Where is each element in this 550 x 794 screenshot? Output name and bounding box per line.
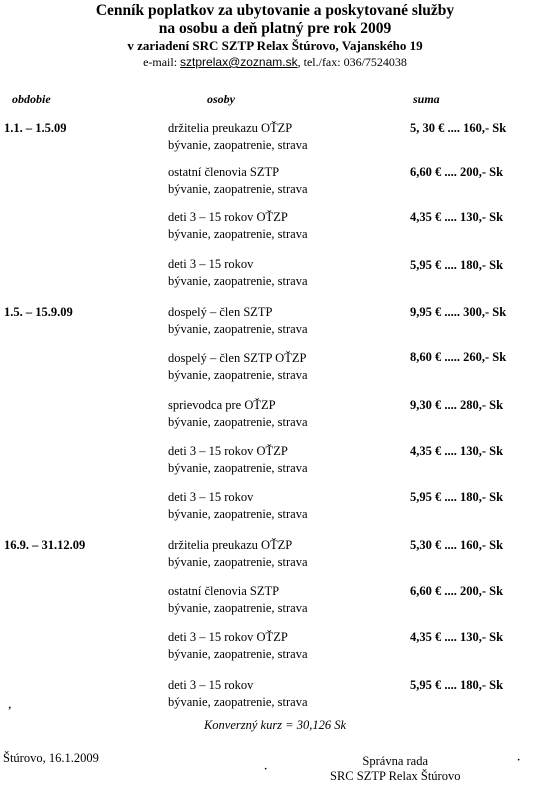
person-category: deti 3 – 15 rokov: [168, 678, 254, 692]
services-included: bývanie, zaopatrenie, strava: [168, 227, 308, 241]
period-label: 1.1. – 1.5.09: [4, 121, 67, 135]
facility-address: v zariadení SRC SZTP Relax Štúrovo, Vajanského 19: [127, 38, 423, 53]
signature-block: [330, 754, 460, 784]
price-value: 6,60 € .... 200,- Sk: [410, 584, 504, 598]
column-header-sum: suma: [413, 92, 440, 106]
period-label: 1.5. – 15.9.09: [4, 305, 73, 319]
services-included: bývanie, zaopatrenie, strava: [168, 461, 308, 475]
period-label: 16.9. – 31.12.09: [4, 538, 86, 552]
services-included: bývanie, zaopatrenie, strava: [168, 368, 308, 382]
price-value: 5,95 € .... 180,- Sk: [410, 678, 504, 692]
phone-text: , tel./fax: 036/7524038: [297, 55, 407, 69]
price-row-persons: [168, 209, 308, 243]
price-value: 9,30 € .... 280,- Sk: [410, 398, 504, 412]
price-row-persons: [168, 677, 308, 711]
services-included: bývanie, zaopatrenie, strava: [168, 415, 308, 429]
place-and-date: Štúrovo, 16.1.2009: [3, 751, 99, 765]
services-included: bývanie, zaopatrenie, strava: [168, 182, 308, 196]
person-category: ostatní členovia SZTP: [168, 584, 280, 598]
price-row-persons: [168, 443, 308, 477]
contact-line: [0, 54, 550, 70]
person-category: ostatní členovia SZTP: [168, 165, 280, 179]
price-value: 5,95 € .... 180,- Sk: [410, 490, 504, 504]
person-category: deti 3 – 15 rokov OŤZP: [168, 210, 288, 224]
price-row-persons: [168, 629, 308, 663]
price-value: 4,35 € .... 130,- Sk: [410, 630, 504, 644]
price-value: 4,35 € .... 130,- Sk: [410, 210, 504, 224]
person-category: držitelia preukazu OŤZP: [168, 538, 293, 552]
price-value: 5, 30 € .... 160,- Sk: [410, 121, 507, 135]
conversion-rate: Konverzný kurz = 30,126 Sk: [203, 718, 347, 732]
person-category: držitelia preukazu OŤZP: [168, 121, 293, 135]
signature-line-2: SRC SZTP Relax Štúrovo: [330, 769, 461, 783]
price-row-persons: [168, 304, 308, 338]
person-category: deti 3 – 15 rokov OŤZP: [168, 630, 288, 644]
email-link[interactable]: sztprelax@zoznam.sk: [180, 55, 298, 69]
person-category: deti 3 – 15 rokov OŤZP: [168, 444, 288, 458]
price-row-persons: [168, 256, 308, 290]
services-included: bývanie, zaopatrenie, strava: [168, 507, 308, 521]
person-category: dospelý – člen SZTP: [168, 305, 273, 319]
scan-speck: ·: [264, 764, 268, 775]
price-row-persons: [168, 164, 308, 198]
price-row-persons: [168, 397, 308, 431]
person-category: deti 3 – 15 rokov: [168, 490, 254, 504]
services-included: bývanie, zaopatrenie, strava: [168, 647, 308, 661]
services-included: bývanie, zaopatrenie, strava: [168, 555, 308, 569]
services-included: bývanie, zaopatrenie, strava: [168, 695, 308, 709]
column-header-persons: osoby: [207, 92, 235, 106]
price-value: 9,95 € ..... 300,- Sk: [410, 305, 507, 319]
price-value: 4,35 € .... 130,- Sk: [410, 444, 504, 458]
services-included: bývanie, zaopatrenie, strava: [168, 322, 308, 336]
services-included: bývanie, zaopatrenie, strava: [168, 274, 308, 288]
email-label: e-mail:: [143, 55, 181, 69]
price-value: 8,60 € ..... 260,- Sk: [410, 350, 507, 364]
document-title: Cenník poplatkov za ubytovanie a poskytované služby: [95, 2, 455, 19]
price-row-persons: [168, 350, 308, 384]
column-header-period: obdobie: [12, 92, 51, 106]
person-category: sprievodca pre OŤZP: [168, 398, 276, 412]
services-included: bývanie, zaopatrenie, strava: [168, 138, 308, 152]
document-subtitle: na osobu a deň platný pre rok 2009: [158, 20, 392, 37]
services-included: bývanie, zaopatrenie, strava: [168, 601, 308, 615]
signature-line-1: Správna rada: [362, 754, 429, 768]
scan-speck: ‚: [8, 700, 12, 711]
price-row-persons: [168, 583, 308, 617]
price-value: 5,30 € .... 160,- Sk: [410, 538, 504, 552]
price-row-persons: [168, 489, 308, 523]
price-value: 5,95 € .... 180,- Sk: [410, 258, 504, 272]
price-row-persons: [168, 537, 308, 571]
person-category: deti 3 – 15 rokov: [168, 257, 254, 271]
price-value: 6,60 € .... 200,- Sk: [410, 165, 504, 179]
person-category: dospelý – člen SZTP OŤZP: [168, 351, 307, 365]
price-row-persons: [168, 120, 308, 154]
scan-speck: ·: [517, 755, 521, 766]
document-header: [0, 0, 550, 70]
